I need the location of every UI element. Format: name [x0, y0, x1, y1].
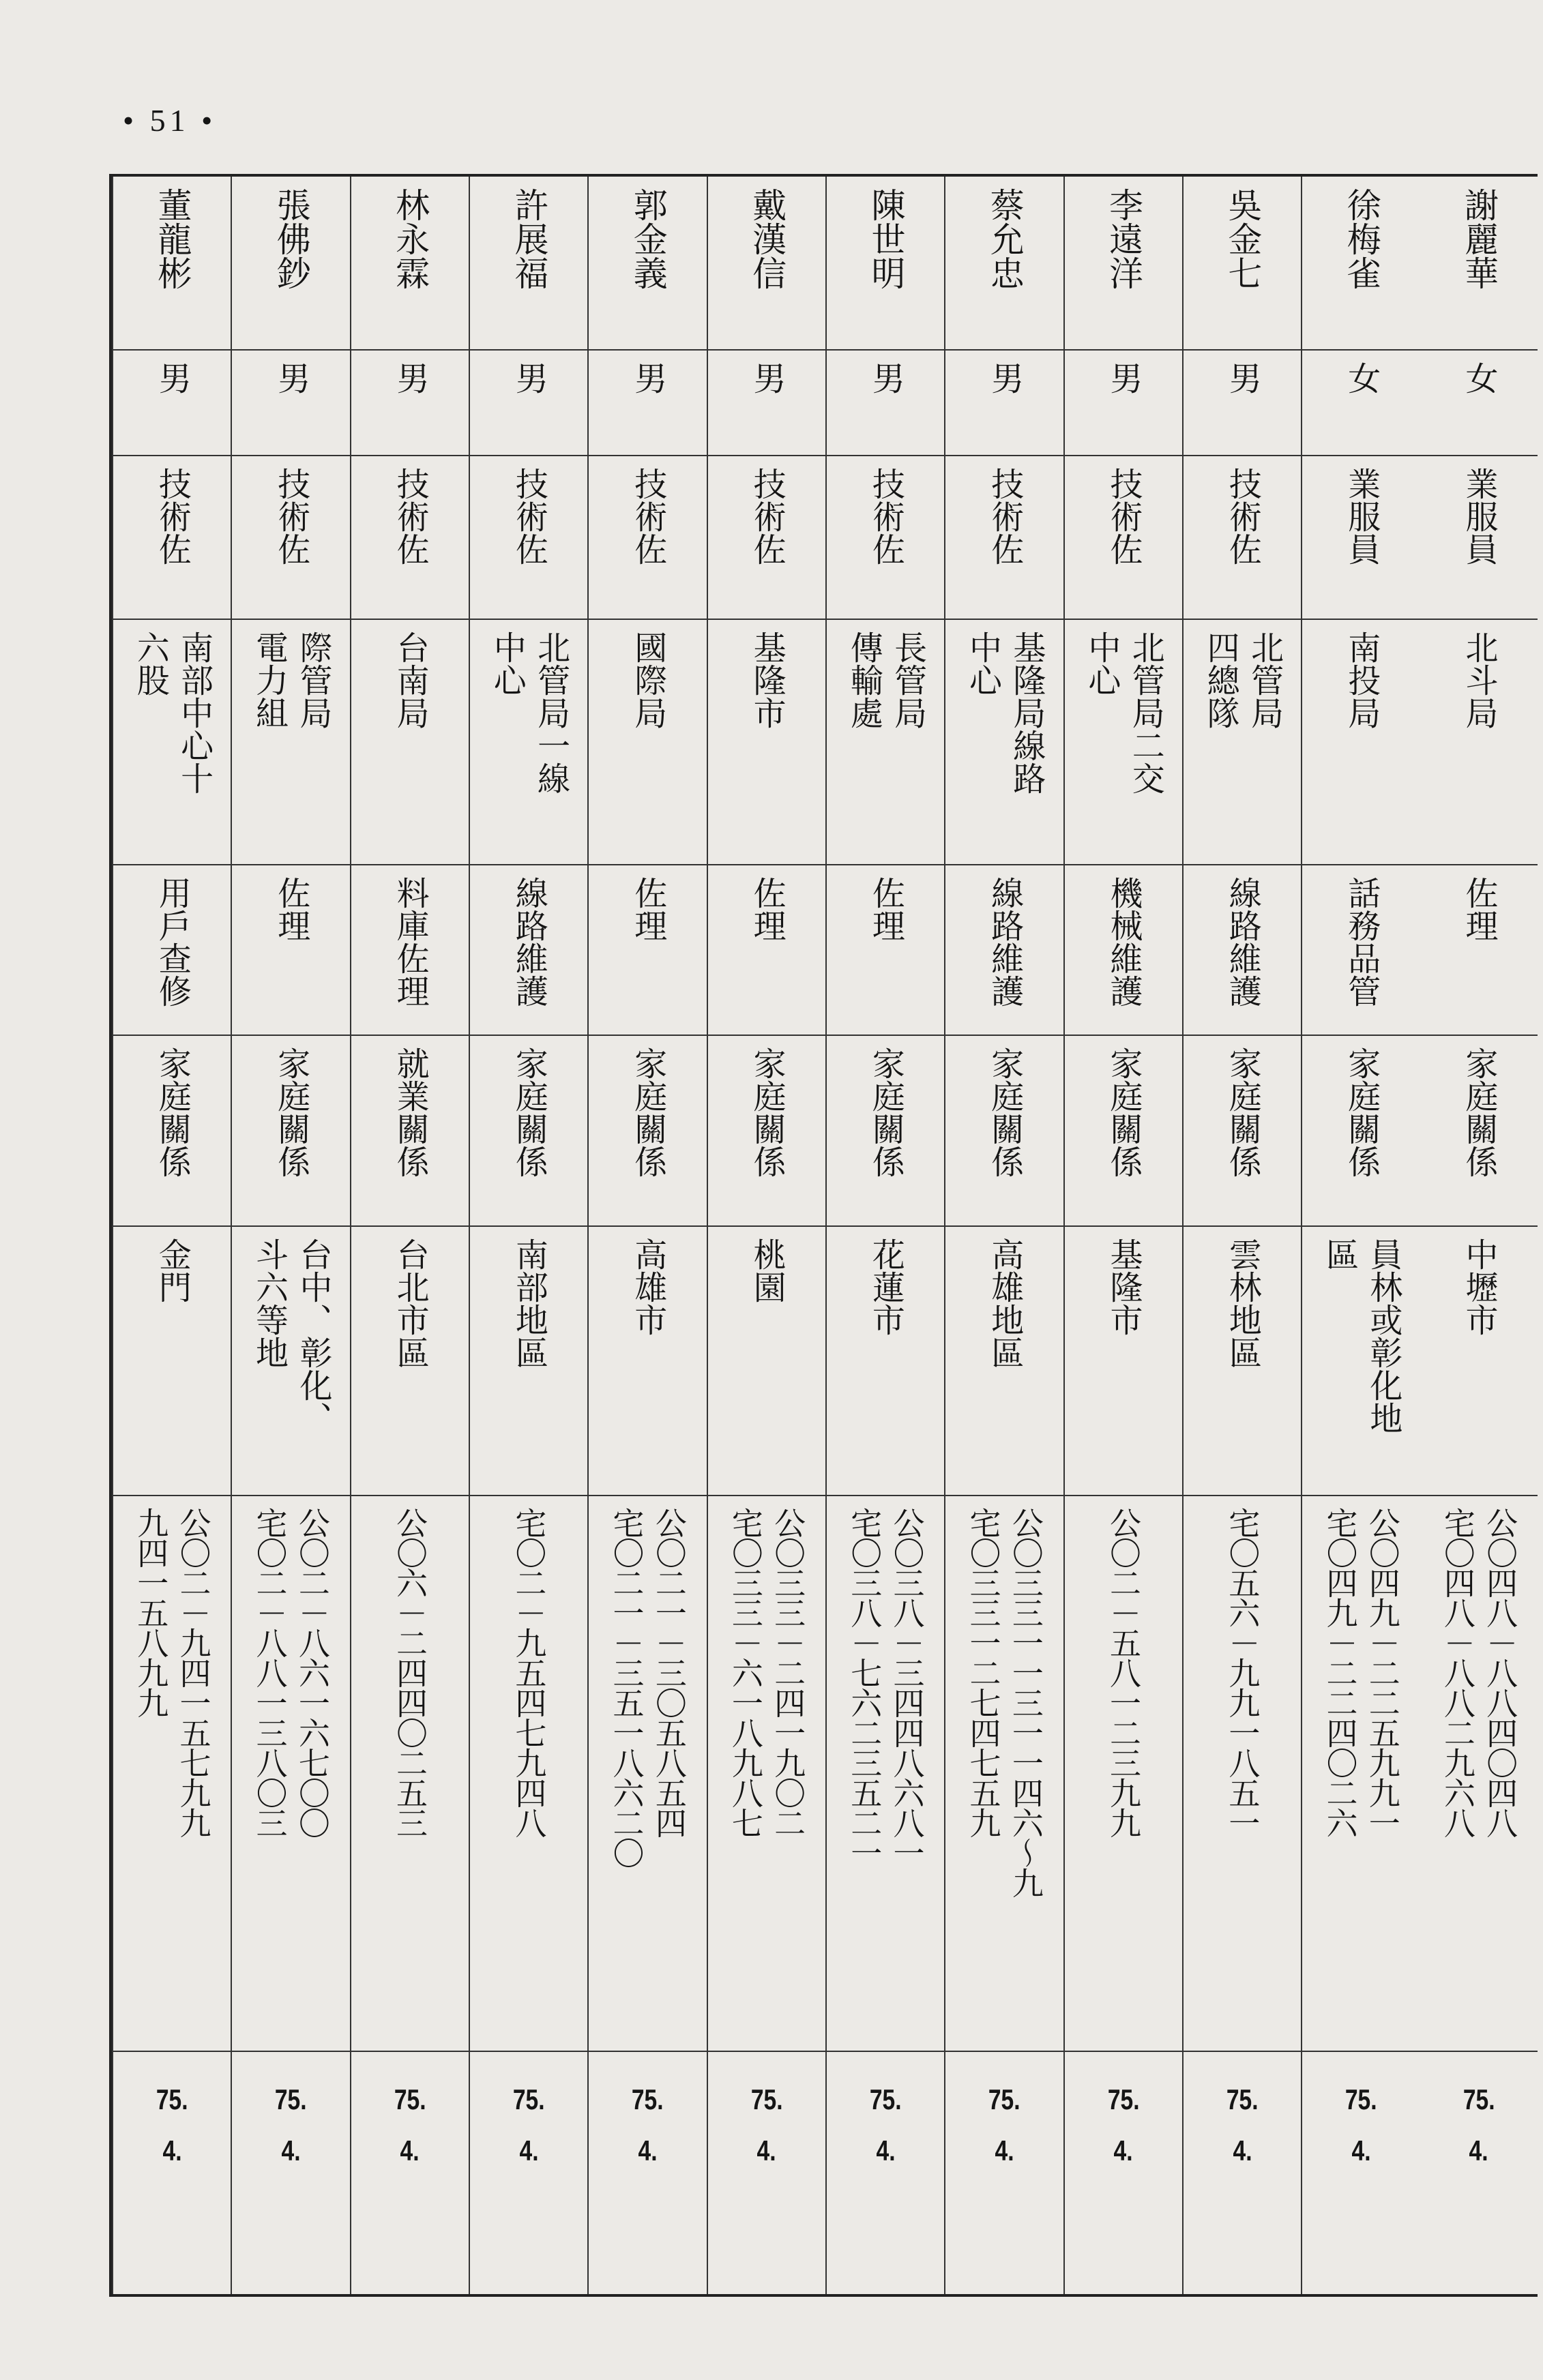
job-cell-line: 線路維護 [510, 876, 548, 1007]
area-cell-line: 斗六等地 [250, 1238, 289, 1369]
unit-cell-line: 北管局一線 [531, 631, 570, 794]
relation-cell [1302, 1036, 1420, 1227]
phone-cell-line: 公〇四八－八八四〇四八 [1482, 1507, 1519, 1837]
position-cell-line: 技術佐 [391, 467, 430, 565]
date-cell [113, 2052, 231, 2294]
phone-cell-line: 宅〇四九－二二四〇二六 [1321, 1507, 1359, 1837]
position-cell [708, 456, 825, 620]
date-line: 75. [750, 2083, 783, 2115]
job-cell [708, 865, 825, 1036]
name-cell-line: 蔡允忠 [984, 188, 1025, 290]
relation-cell-line: 家庭關係 [1342, 1047, 1381, 1178]
name-cell-line: 董龍彬 [152, 188, 192, 290]
area-cell-line: 高雄地區 [985, 1238, 1024, 1369]
job-cell-line: 料庫佐理 [391, 876, 430, 1007]
area-cell-line: 員林或彰化地 [1364, 1238, 1402, 1434]
phone-cell [827, 1496, 944, 2052]
position-cell-line: 技術佐 [748, 467, 787, 565]
table-record [1301, 177, 1420, 2294]
job-cell [113, 865, 231, 1036]
table-record [825, 177, 944, 2294]
relation-cell [589, 1036, 706, 1227]
date-line: 75. [632, 2083, 664, 2115]
sex-cell [708, 351, 825, 456]
sex-cell-line: 男 [391, 361, 430, 394]
job-cell-line: 機械維護 [1104, 876, 1143, 1007]
table-record [1063, 177, 1182, 2294]
relation-cell-line: 家庭關係 [1460, 1047, 1499, 1178]
table-record [587, 177, 706, 2294]
position-cell-line: 技術佐 [985, 467, 1024, 565]
phone-cell [470, 1496, 587, 2052]
page-number: • 51 • [123, 103, 217, 138]
unit-cell [1184, 620, 1301, 865]
relation-cell [351, 1036, 469, 1227]
date-line: 75. [1463, 2083, 1495, 2115]
name-cell [113, 177, 231, 351]
job-cell [351, 865, 469, 1036]
relation-cell [1420, 1036, 1538, 1227]
sex-cell-line: 男 [271, 361, 310, 394]
unit-cell [1065, 620, 1182, 865]
relation-cell [1065, 1036, 1182, 1227]
unit-cell [1420, 620, 1538, 865]
sex-cell-line: 男 [1104, 361, 1143, 394]
table-record [350, 177, 469, 2294]
table-record [707, 177, 825, 2294]
relation-cell-line: 家庭關係 [985, 1047, 1024, 1178]
table-record [231, 177, 349, 2294]
phone-cell [589, 1496, 706, 2052]
unit-cell-line: 南部中心十 [175, 631, 214, 794]
date-line: 75. [869, 2083, 902, 2115]
relation-cell-line: 家庭關係 [866, 1047, 905, 1178]
job-cell [232, 865, 349, 1036]
name-cell-line: 張佛鈔 [271, 188, 311, 290]
phone-cell-line: 公〇六－二四四〇二五三 [392, 1507, 429, 1837]
sex-cell-line: 男 [1223, 361, 1262, 394]
phone-cell-line: 宅〇二－八八一三八〇三 [251, 1507, 289, 1837]
name-cell [1184, 177, 1301, 351]
phone-cell-line: 公〇二－五八一二三九九 [1105, 1507, 1142, 1837]
area-cell [113, 1227, 231, 1496]
phone-cell [708, 1496, 825, 2052]
job-cell [589, 865, 706, 1036]
position-cell-line: 技術佐 [628, 467, 667, 565]
date-line: 75. [988, 2083, 1020, 2115]
job-cell [1065, 865, 1182, 1036]
sex-cell-line: 男 [628, 361, 667, 394]
unit-cell-line: 中心 [963, 631, 1002, 696]
relation-cell-line: 家庭關係 [510, 1047, 548, 1178]
job-cell-line: 線路維護 [985, 876, 1024, 1007]
date-cell [232, 2052, 349, 2294]
relation-cell [945, 1036, 1063, 1227]
sex-cell-line: 女 [1342, 361, 1381, 394]
area-cell-line: 高雄市 [628, 1238, 667, 1336]
area-cell [1184, 1227, 1301, 1496]
unit-cell [827, 620, 944, 865]
phone-cell-line: 公〇三八－三四四八六八一 [888, 1507, 926, 1867]
sex-cell [1065, 351, 1182, 456]
job-cell-line: 話務品管 [1342, 876, 1381, 1007]
unit-cell [1302, 620, 1420, 865]
phone-cell [945, 1496, 1063, 2052]
job-cell [1420, 865, 1538, 1036]
phone-cell [1065, 1496, 1182, 2052]
unit-cell [945, 620, 1063, 865]
date-cell [945, 2052, 1063, 2294]
date-line: 4. [1233, 2134, 1252, 2167]
unit-cell [113, 620, 231, 865]
phone-cell [232, 1496, 349, 2052]
phone-cell-line: 宅〇三八－七六二三五二一 [846, 1507, 883, 1867]
name-cell [589, 177, 706, 351]
job-cell-line: 佐理 [866, 876, 905, 942]
name-cell-line: 謝麗華 [1459, 188, 1499, 290]
date-line: 4. [638, 2134, 658, 2167]
unit-cell-line: 電力組 [250, 631, 289, 729]
position-cell [945, 456, 1063, 620]
area-cell-line: 中壢市 [1460, 1238, 1499, 1336]
date-line: 75. [394, 2083, 426, 2115]
relation-cell-line: 家庭關係 [153, 1047, 192, 1178]
area-cell-line: 台北市區 [391, 1238, 430, 1369]
date-line: 4. [400, 2134, 420, 2167]
name-cell [1302, 177, 1420, 351]
name-cell [945, 177, 1063, 351]
unit-cell-line: 長管局 [888, 631, 927, 729]
date-line: 75. [1345, 2083, 1377, 2115]
position-cell [1302, 456, 1420, 620]
phone-cell [1420, 1496, 1538, 2052]
date-cell [1184, 2052, 1301, 2294]
unit-cell [708, 620, 825, 865]
job-cell [1302, 865, 1420, 1036]
phone-cell-line: 宅〇二一－三五一八六二〇 [608, 1507, 645, 1867]
phone-cell-line: 公〇二－八六一六七〇〇 [293, 1507, 331, 1837]
area-cell-line: 南部地區 [510, 1238, 548, 1369]
name-cell [470, 177, 587, 351]
job-cell-line: 佐理 [748, 876, 787, 942]
sex-cell [113, 351, 231, 456]
phone-cell [1184, 1496, 1301, 2052]
date-line: 75. [1226, 2083, 1259, 2115]
area-cell [1065, 1227, 1182, 1496]
date-line: 4. [1351, 2134, 1371, 2167]
name-cell-line: 林永霖 [390, 188, 430, 290]
job-cell [945, 865, 1063, 1036]
relation-cell-line: 家庭關係 [1104, 1047, 1143, 1178]
name-cell-line: 吳金七 [1222, 188, 1263, 290]
relation-cell [1184, 1036, 1301, 1227]
unit-cell-line: 基隆局線路 [1007, 631, 1046, 794]
position-cell-line: 技術佐 [510, 467, 548, 565]
phone-cell-line: 宅〇三三一二七四七五九 [965, 1507, 1002, 1837]
position-cell [113, 456, 231, 620]
sex-cell [1420, 351, 1538, 456]
position-cell-line: 業服員 [1342, 467, 1381, 565]
area-cell [351, 1227, 469, 1496]
sex-cell [945, 351, 1063, 456]
unit-cell-line: 基隆市 [748, 631, 787, 729]
relation-cell-line: 家庭關係 [271, 1047, 310, 1178]
position-cell-line: 業服員 [1460, 467, 1499, 565]
name-cell-line: 徐梅雀 [1341, 188, 1381, 290]
sex-cell [470, 351, 587, 456]
table-record [944, 177, 1063, 2294]
position-cell-line: 技術佐 [1104, 467, 1143, 565]
date-line: 75. [275, 2083, 307, 2115]
date-line: 4. [1469, 2134, 1488, 2167]
date-line: 75. [512, 2083, 545, 2115]
relation-cell [827, 1036, 944, 1227]
relation-cell-line: 家庭關係 [748, 1047, 787, 1178]
unit-cell-line: 南投局 [1342, 631, 1381, 729]
date-line: 4. [281, 2134, 301, 2167]
date-line: 4. [876, 2134, 896, 2167]
sex-cell-line: 男 [153, 361, 192, 394]
name-cell-line: 許展福 [509, 188, 549, 290]
phone-cell-line: 宅〇三三－六一八九八七 [726, 1507, 764, 1837]
date-line: 4. [519, 2134, 539, 2167]
date-cell [470, 2052, 587, 2294]
area-cell-line: 花蓮市 [866, 1238, 905, 1336]
job-cell [1184, 865, 1301, 1036]
unit-cell-line: 中心 [488, 631, 527, 696]
relation-cell-line: 就業關係 [391, 1047, 430, 1178]
sex-cell [827, 351, 944, 456]
table-record [469, 177, 587, 2294]
table-record [1420, 177, 1538, 2294]
phone-cell [351, 1496, 469, 2052]
date-cell [589, 2052, 706, 2294]
job-cell-line: 線路維護 [1223, 876, 1262, 1007]
date-line: 4. [162, 2134, 182, 2167]
unit-cell [470, 620, 587, 865]
job-cell-line: 用戶查修 [153, 876, 192, 1007]
phone-cell-line: 九四一五八九九 [132, 1507, 170, 1717]
table-record [1182, 177, 1301, 2294]
position-cell-line: 技術佐 [153, 467, 192, 565]
phone-cell [1302, 1496, 1420, 2052]
area-cell-line: 基隆市 [1104, 1238, 1143, 1336]
unit-cell-line: 北管局 [1245, 631, 1284, 729]
area-cell [1420, 1227, 1538, 1496]
sex-cell [351, 351, 469, 456]
area-cell [827, 1227, 944, 1496]
unit-cell [351, 620, 469, 865]
sex-cell [232, 351, 349, 456]
area-cell [470, 1227, 587, 1496]
area-cell-line: 區 [1320, 1238, 1359, 1270]
phone-cell-line: 宅〇四八－八八二九六八 [1439, 1507, 1476, 1837]
name-cell-line: 李遠洋 [1104, 188, 1144, 290]
job-cell [470, 865, 587, 1036]
date-cell [1420, 2052, 1538, 2294]
position-cell [470, 456, 587, 620]
name-cell [1420, 177, 1538, 351]
name-cell [827, 177, 944, 351]
area-cell-line: 桃園 [748, 1238, 787, 1303]
position-cell [1184, 456, 1301, 620]
sex-cell-line: 男 [748, 361, 787, 394]
phone-cell-line: 公〇四九－二二五九九一 [1364, 1507, 1401, 1837]
sex-cell-line: 男 [510, 361, 548, 394]
sex-cell-line: 女 [1460, 361, 1499, 394]
phone-cell-line: 公〇二－九四一五七九九 [175, 1507, 212, 1837]
name-cell [351, 177, 469, 351]
area-cell [589, 1227, 706, 1496]
position-cell [827, 456, 944, 620]
unit-cell-line: 國際局 [628, 631, 667, 729]
sex-cell [589, 351, 706, 456]
date-line: 75. [1107, 2083, 1140, 2115]
relation-cell [708, 1036, 825, 1227]
sex-cell-line: 男 [985, 361, 1024, 394]
job-cell-line: 佐理 [628, 876, 667, 942]
personnel-table [109, 174, 1538, 2297]
date-cell [827, 2052, 944, 2294]
unit-cell [232, 620, 349, 865]
name-cell-line: 戴漢信 [747, 188, 787, 290]
position-cell-line: 技術佐 [866, 467, 905, 565]
position-cell [1065, 456, 1182, 620]
name-cell-line: 陳世明 [866, 188, 906, 290]
date-cell [1302, 2052, 1420, 2294]
phone-cell [113, 1496, 231, 2052]
unit-cell-line: 四總隊 [1201, 631, 1240, 729]
area-cell-line: 雲林地區 [1223, 1238, 1262, 1369]
phone-cell-line: 宅〇五六－九九一八五一 [1224, 1507, 1261, 1837]
unit-cell [589, 620, 706, 865]
unit-cell-line: 傳輸處 [844, 631, 883, 729]
date-line: 4. [995, 2134, 1014, 2167]
unit-cell-line: 六股 [131, 631, 170, 696]
sex-cell-line: 男 [866, 361, 905, 394]
phone-cell-line: 公〇三三－二四一九〇二 [769, 1507, 807, 1837]
relation-cell [232, 1036, 349, 1227]
name-cell-line: 郭金義 [628, 188, 668, 290]
date-cell [1065, 2052, 1182, 2294]
relation-cell [113, 1036, 231, 1227]
phone-cell-line: 公〇三三一一三一一四六～九 [1007, 1507, 1044, 1897]
unit-cell-line: 中心 [1082, 631, 1121, 696]
area-cell-line: 台中、彰化、 [293, 1238, 332, 1434]
table-record [112, 177, 231, 2294]
date-line: 4. [1113, 2134, 1133, 2167]
relation-cell [470, 1036, 587, 1227]
position-cell [1420, 456, 1538, 620]
sex-cell [1184, 351, 1301, 456]
position-cell-line: 技術佐 [271, 467, 310, 565]
date-cell [708, 2052, 825, 2294]
job-cell-line: 佐理 [1460, 876, 1499, 942]
phone-cell-line: 宅〇二－九五四七九四八 [510, 1507, 548, 1837]
job-cell [827, 865, 944, 1036]
date-line: 75. [156, 2083, 188, 2115]
unit-cell-line: 北斗局 [1460, 631, 1499, 729]
area-cell [232, 1227, 349, 1496]
area-cell [945, 1227, 1063, 1496]
unit-cell-line: 北管局二交 [1126, 631, 1165, 794]
relation-cell-line: 家庭關係 [628, 1047, 667, 1178]
sex-cell [1302, 351, 1420, 456]
area-cell [1302, 1227, 1420, 1496]
date-line: 4. [756, 2134, 776, 2167]
name-cell [232, 177, 349, 351]
position-cell [232, 456, 349, 620]
unit-cell-line: 台南局 [391, 631, 430, 729]
job-cell-line: 佐理 [271, 876, 310, 942]
name-cell [1065, 177, 1182, 351]
position-cell [351, 456, 469, 620]
relation-cell-line: 家庭關係 [1223, 1047, 1262, 1178]
phone-cell-line: 公〇二一－三〇五八五四 [650, 1507, 688, 1837]
position-cell [589, 456, 706, 620]
area-cell-line: 金門 [153, 1238, 192, 1303]
area-cell [708, 1227, 825, 1496]
name-cell [708, 177, 825, 351]
position-cell-line: 技術佐 [1223, 467, 1262, 565]
date-cell [351, 2052, 469, 2294]
unit-cell-line: 際管局 [293, 631, 332, 729]
